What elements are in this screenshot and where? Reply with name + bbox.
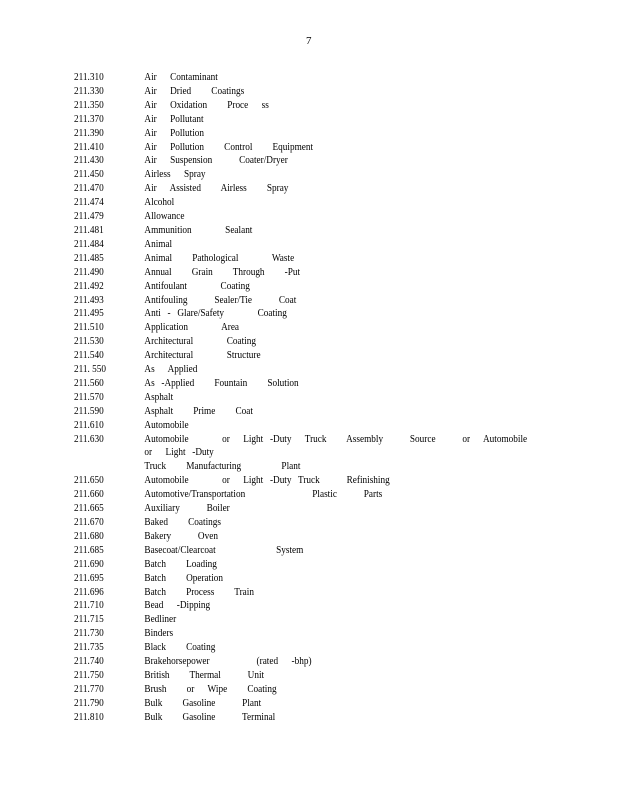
definition-entry bbox=[74, 613, 544, 627]
section-number: 211.690 bbox=[74, 558, 104, 570]
defined-term: British Thermal Unit bbox=[144, 669, 265, 681]
definition-entry bbox=[74, 141, 544, 155]
definition-entry bbox=[74, 558, 544, 572]
section-number: 211.610 bbox=[74, 419, 104, 431]
defined-term: Baked Coatings bbox=[144, 517, 222, 528]
definition-entry bbox=[74, 182, 544, 196]
defined-term: Air Oxidation Proce ss bbox=[144, 99, 269, 111]
definition-entry bbox=[74, 266, 544, 280]
definition-entry bbox=[74, 238, 544, 252]
definitions-list bbox=[74, 71, 544, 725]
section-number: 211.490 bbox=[74, 266, 104, 278]
definition-entry bbox=[74, 530, 544, 544]
defined-term: Antifoulant Coating bbox=[144, 280, 250, 292]
section-number: 211.474 bbox=[74, 197, 104, 209]
defined-term: Brakehorsepower (rated -bhp) bbox=[144, 656, 312, 668]
defined-term: Air Pollution Control Equipment bbox=[144, 141, 314, 153]
defined-term: Batch Loading bbox=[144, 558, 217, 570]
section-number: 211.740 bbox=[74, 656, 104, 668]
section-number: 211.470 bbox=[74, 183, 104, 195]
definition-entry bbox=[74, 127, 544, 141]
definition-entry bbox=[74, 599, 544, 613]
section-number: 211.696 bbox=[74, 586, 104, 598]
section-number: 211.810 bbox=[74, 711, 104, 723]
defined-term: Bakery Oven bbox=[144, 530, 218, 542]
defined-term: Air Suspension Coater/Dryer bbox=[144, 155, 288, 167]
section-number: 211.510 bbox=[74, 322, 104, 334]
defined-term: Air Dried Coatings bbox=[144, 85, 245, 97]
defined-term: Air Pollutant bbox=[144, 113, 204, 125]
definition-entry bbox=[74, 294, 544, 308]
definition-entry bbox=[74, 280, 544, 294]
defined-term: Bedliner bbox=[144, 614, 177, 626]
definition-entry bbox=[74, 572, 544, 586]
definition-entry bbox=[74, 627, 544, 641]
section-number: 211.350 bbox=[74, 99, 104, 111]
defined-term: Batch Operation bbox=[144, 572, 224, 584]
section-number: 211.695 bbox=[74, 572, 104, 584]
definition-entry bbox=[74, 210, 544, 224]
definition-entry bbox=[74, 154, 544, 168]
definition-entry bbox=[74, 85, 544, 99]
section-number: 211.680 bbox=[74, 530, 104, 542]
defined-term: Air Assisted Airless Spray bbox=[144, 183, 289, 195]
section-number: 211.530 bbox=[74, 336, 104, 348]
section-number: 211.630 bbox=[74, 433, 104, 445]
definition-entry bbox=[74, 586, 544, 600]
definition-entry bbox=[74, 474, 544, 488]
defined-term: Airless Spray bbox=[144, 169, 206, 181]
defined-term: Architectural Coating bbox=[144, 336, 256, 348]
page-number: 7 bbox=[306, 35, 312, 47]
definition-entry bbox=[74, 419, 544, 433]
definition-entry bbox=[74, 391, 544, 405]
section-number: 211.330 bbox=[74, 85, 104, 97]
definition-entry bbox=[74, 99, 544, 113]
defined-term: Air Pollution bbox=[144, 127, 205, 139]
definition-entry bbox=[74, 113, 544, 127]
defined-term: Alcohol bbox=[144, 197, 175, 209]
defined-term: Automobile or Light -Duty Truck Assembly Source or Automobile or Light -Duty Truck Manufacturing Plant bbox=[144, 433, 528, 473]
defined-term: Architectural Structure bbox=[144, 350, 261, 362]
defined-term: Binders bbox=[144, 628, 174, 640]
section-number: 211.590 bbox=[74, 405, 104, 417]
defined-term: Brush or Wipe Coating bbox=[144, 683, 277, 695]
defined-term: Auxiliary Boiler bbox=[144, 503, 230, 515]
defined-term: Antifouling Sealer/Tie Coat bbox=[144, 294, 297, 306]
section-number: 211.430 bbox=[74, 155, 104, 167]
section-number: 211.540 bbox=[74, 350, 104, 362]
definition-entry bbox=[74, 516, 544, 530]
defined-term: Automobile or Light -Duty Truck Refinishing bbox=[144, 475, 390, 487]
definition-entry bbox=[74, 502, 544, 516]
section-number: 211.650 bbox=[74, 475, 104, 487]
section-number: 211.730 bbox=[74, 628, 104, 640]
defined-term: Ammunition Sealant bbox=[144, 224, 253, 236]
section-number: 211.750 bbox=[74, 669, 104, 681]
section-number: 211.495 bbox=[74, 308, 104, 320]
defined-term: Allowance bbox=[144, 211, 185, 223]
section-number: 211.481 bbox=[74, 224, 104, 236]
definition-entry bbox=[74, 405, 544, 419]
definition-entry bbox=[74, 307, 544, 321]
definition-entry bbox=[74, 669, 544, 683]
section-number: 211.715 bbox=[74, 614, 104, 626]
section-number: 211.685 bbox=[74, 544, 104, 556]
defined-term: Bulk Gasoline Terminal bbox=[144, 711, 276, 723]
section-number: 211.479 bbox=[74, 211, 104, 223]
section-number: 211.790 bbox=[74, 697, 104, 709]
definition-entry bbox=[74, 433, 544, 475]
defined-term: Automotive/Transportation Plastic Parts bbox=[144, 489, 383, 501]
section-number: 211.570 bbox=[74, 391, 104, 403]
section-number: 211.492 bbox=[74, 280, 104, 292]
section-number: 211.660 bbox=[74, 489, 104, 501]
definition-entry bbox=[74, 377, 544, 391]
section-number: 211.770 bbox=[74, 683, 104, 695]
defined-term: Application Area bbox=[144, 322, 240, 334]
section-number: 211.735 bbox=[74, 642, 104, 654]
definition-entry bbox=[74, 655, 544, 669]
definition-entry bbox=[74, 335, 544, 349]
definition-entry bbox=[74, 252, 544, 266]
definition-entry bbox=[74, 544, 544, 558]
defined-term: As -Applied Fountain Solution bbox=[144, 377, 299, 389]
defined-term: Asphalt Prime Coat bbox=[144, 405, 253, 417]
defined-term: Anti - Glare/Safety Coating bbox=[144, 308, 287, 320]
definition-entry bbox=[74, 71, 544, 85]
section-number: 211.310 bbox=[74, 72, 104, 83]
definition-entry bbox=[74, 683, 544, 697]
section-number: 211.410 bbox=[74, 141, 104, 153]
definition-entry bbox=[74, 224, 544, 238]
defined-term: Annual Grain Through -Put bbox=[144, 266, 301, 278]
definition-entry bbox=[74, 711, 544, 725]
definition-entry bbox=[74, 196, 544, 210]
definition-entry bbox=[74, 641, 544, 655]
section-number: 211.450 bbox=[74, 169, 104, 181]
defined-term: As Applied bbox=[144, 364, 198, 376]
section-number: 211.390 bbox=[74, 127, 104, 139]
section-number: 211.710 bbox=[74, 600, 104, 612]
defined-term: Bead -Dipping bbox=[144, 600, 211, 612]
section-number: 211.493 bbox=[74, 294, 104, 306]
definition-entry bbox=[74, 488, 544, 502]
section-number: 211.485 bbox=[74, 252, 104, 264]
section-number: 211.370 bbox=[74, 113, 104, 125]
section-number: 211. 550 bbox=[74, 364, 107, 376]
section-number: 211.665 bbox=[74, 503, 104, 515]
section-number: 211.560 bbox=[74, 377, 104, 389]
section-number: 211.670 bbox=[74, 517, 104, 528]
definition-entry bbox=[74, 168, 544, 182]
defined-term: Bulk Gasoline Plant bbox=[144, 697, 262, 709]
definition-entry bbox=[74, 349, 544, 363]
defined-term: Automobile bbox=[144, 419, 189, 431]
definition-entry bbox=[74, 697, 544, 711]
defined-term: Animal Pathological Waste bbox=[144, 252, 295, 264]
definition-entry bbox=[74, 363, 544, 377]
defined-term: Asphalt bbox=[144, 391, 174, 403]
defined-term: Basecoat/Clearcoat System bbox=[144, 544, 304, 556]
defined-term: Batch Process Train bbox=[144, 586, 254, 598]
defined-term: Black Coating bbox=[144, 642, 216, 654]
section-number: 211.484 bbox=[74, 238, 104, 250]
defined-term: Animal bbox=[144, 238, 173, 250]
defined-term: Air Contaminant bbox=[144, 72, 218, 83]
definition-entry bbox=[74, 321, 544, 335]
